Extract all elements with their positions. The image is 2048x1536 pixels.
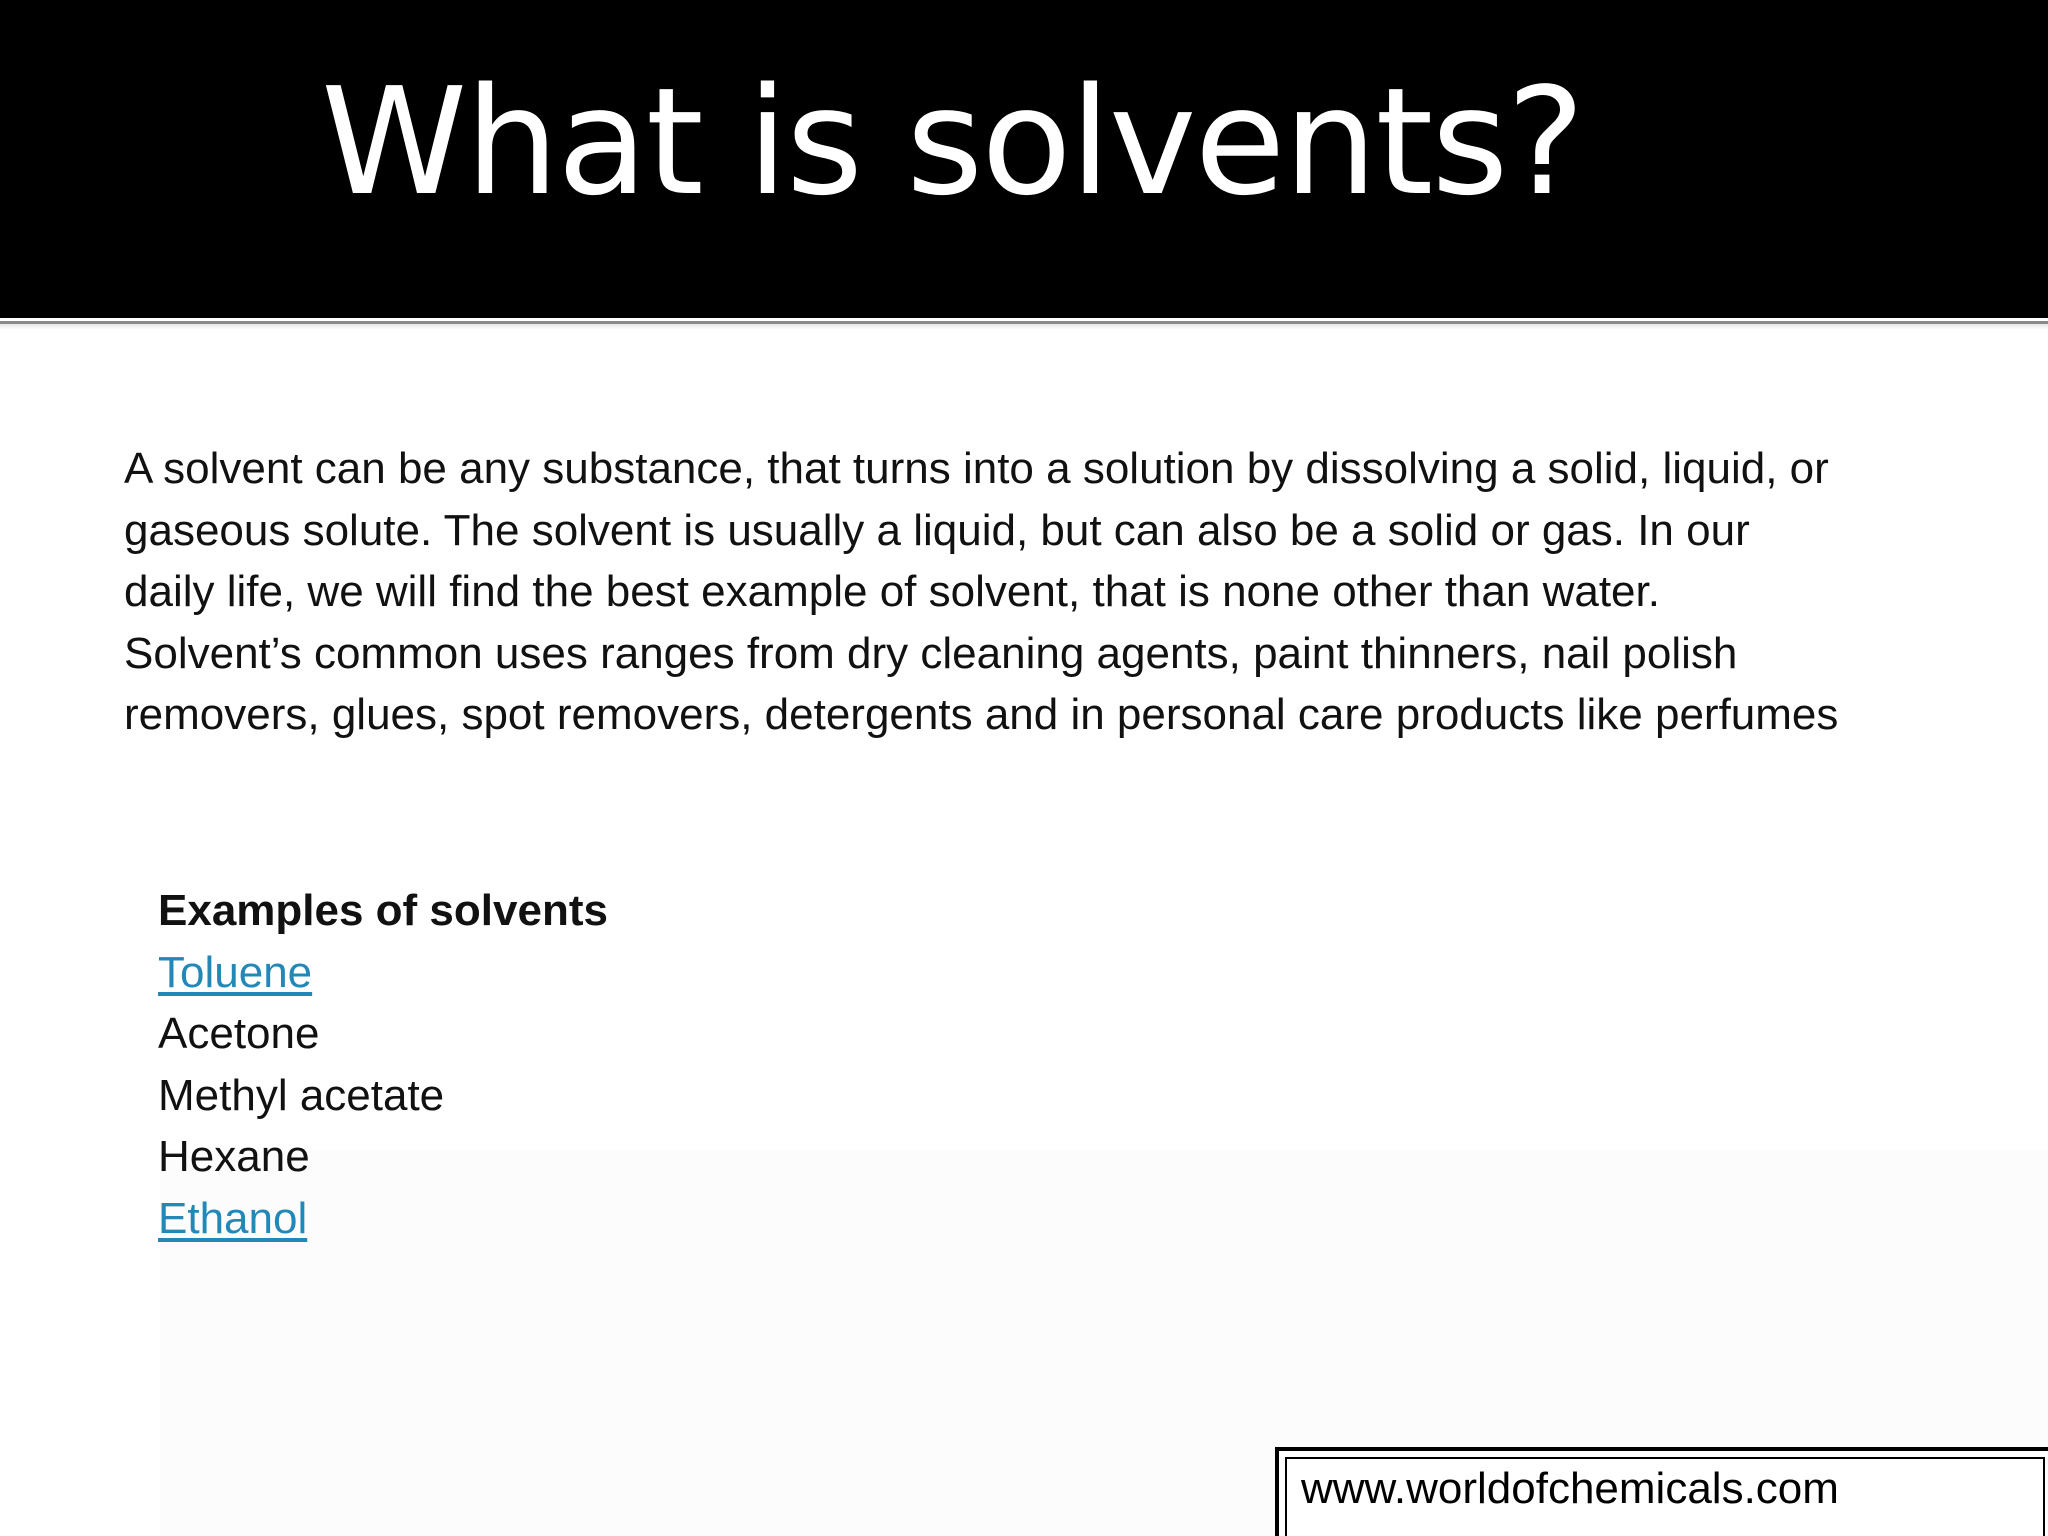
title-bar	[0, 0, 2048, 318]
examples-heading: Examples of solvents	[158, 886, 608, 935]
methyl-acetate-item: Methyl acetate	[158, 1070, 445, 1120]
examples-list	[158, 942, 608, 1250]
hexane-item: Hexane	[158, 1132, 310, 1181]
list-item	[158, 1003, 608, 1065]
website-watermark	[1275, 1447, 2048, 1536]
slide-title: What is solvents?	[320, 56, 1584, 228]
list-item	[158, 942, 608, 1004]
watermark-url: www.worldofchemicals.com	[1301, 1464, 1839, 1513]
ethanol-link[interactable]: Ethanol	[158, 1193, 308, 1243]
title-divider	[0, 318, 2048, 330]
body-paragraph: A solvent can be any substance, that turns into a solution by dissolving a solid, liquid, or gaseous solute. The solvent is usually a liquid, but can also be a solid or gas. In our daily life, we will find the best example of solvent, that is none other than water. Solvent’s common uses ranges from dry cleaning agents, paint thinners, nail polish removers, glues, spot removers, detergents and in personal care products like perfumes	[124, 444, 1839, 739]
examples-list-section	[158, 880, 608, 1249]
toluene-link[interactable]: Toluene	[158, 947, 313, 997]
acetone-item: Acetone	[158, 1009, 320, 1058]
list-item	[158, 1126, 608, 1188]
list-item	[158, 1188, 608, 1250]
list-item	[158, 1065, 608, 1127]
